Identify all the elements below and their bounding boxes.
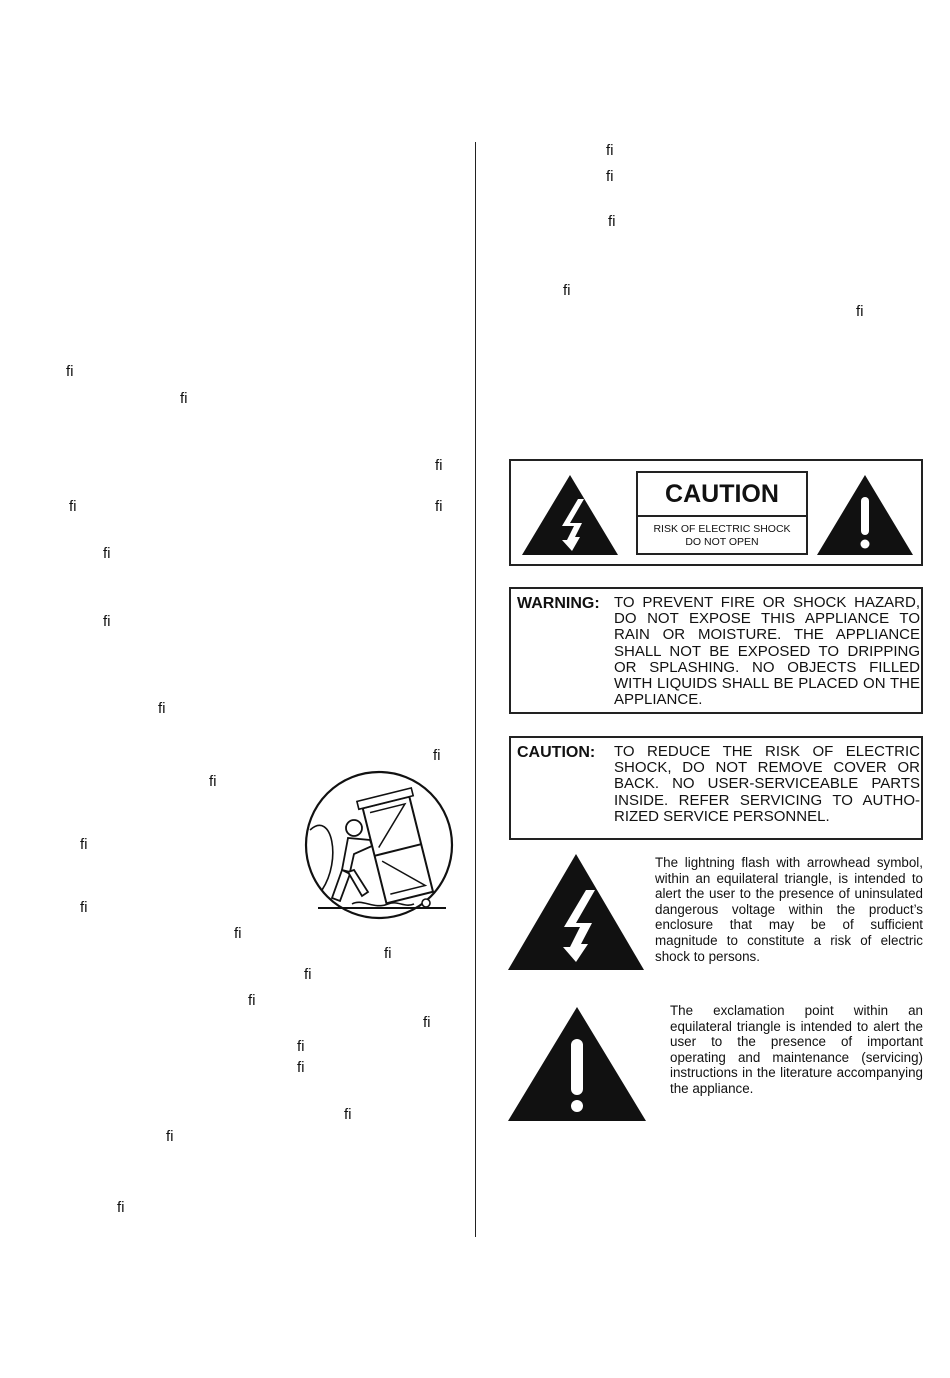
ligature-glyph: ﬁ bbox=[297, 1059, 305, 1076]
ligature-glyph: ﬁ bbox=[103, 613, 111, 630]
exclamation-triangle-icon bbox=[815, 473, 915, 557]
caution-label-box bbox=[636, 471, 808, 555]
warning-label: WARNING: bbox=[517, 595, 600, 612]
ligature-glyph: ﬁ bbox=[563, 282, 571, 299]
exclamation-explanation: The exclamation point within an equilateral triangle is intended to alert the user to the presence of important operating and maintenance (servicing) instructions in the literature accompanying the appliance. bbox=[670, 1003, 923, 1096]
ligature-glyph: ﬁ bbox=[103, 545, 111, 562]
ligature-glyph: ﬁ bbox=[158, 700, 166, 717]
ligature-glyph: ﬁ bbox=[606, 168, 614, 185]
ligature-glyph: ﬁ bbox=[180, 390, 188, 407]
ligature-glyph: ﬁ bbox=[856, 303, 864, 320]
caution-rule bbox=[638, 515, 806, 517]
ligature-glyph: ﬁ bbox=[435, 498, 443, 515]
ligature-glyph: ﬁ bbox=[433, 747, 441, 764]
ligature-glyph: ﬁ bbox=[384, 945, 392, 962]
exclamation-symbol-icon bbox=[506, 1005, 648, 1123]
caution-subtitle-line1: RISK OF ELECTRIC SHOCK bbox=[653, 523, 791, 535]
ligature-glyph: ﬁ bbox=[234, 925, 242, 942]
lightning-triangle-icon bbox=[520, 473, 620, 557]
ligature-glyph: ﬁ bbox=[80, 836, 88, 853]
ligature-glyph: ﬁ bbox=[209, 773, 217, 790]
caution-box bbox=[509, 736, 923, 840]
caution-symbol-box bbox=[509, 459, 923, 566]
ligature-glyph: ﬁ bbox=[69, 498, 77, 515]
ligature-glyph: ﬁ bbox=[297, 1038, 305, 1055]
warning-text: TO PREVENT FIRE OR SHOCK HAZARD, DO NOT EXPOSE THIS APPLIANCE TO RAIN OR MOISTURE. THE APPLIANCE SHALL NOT BE EXPOSED TO DRIPPING OR SPLASHING. NO OBJECTS FILLED WITH LIQUIDS SHALL BE PLACED ON THE APPLIANCE. bbox=[614, 594, 920, 709]
ligature-glyph: ﬁ bbox=[66, 363, 74, 380]
lightning-explanation: The lightning flash with arrowhead symbol, within an equilateral triangle, is intended to alert the user to the presence of uninsulated dangerous voltage within the product’s enclosure that may be of sufficient magnitude to constitute a risk of electric shock to persons. bbox=[655, 855, 923, 964]
ligature-glyph: ﬁ bbox=[423, 1014, 431, 1031]
ligature-glyph: ﬁ bbox=[166, 1128, 174, 1145]
lightning-symbol-icon bbox=[506, 852, 646, 972]
ligature-glyph: ﬁ bbox=[435, 457, 443, 474]
ligature-glyph: ﬁ bbox=[248, 992, 256, 1009]
ligature-glyph: ﬁ bbox=[608, 213, 616, 230]
ligature-glyph: ﬁ bbox=[344, 1106, 352, 1123]
warning-box bbox=[509, 587, 923, 714]
ligature-glyph: ﬁ bbox=[606, 142, 614, 159]
cart-tip-over-warning-icon bbox=[302, 770, 458, 920]
ligature-glyph: ﬁ bbox=[80, 899, 88, 916]
caution-subtitle-line2: DO NOT OPEN bbox=[685, 536, 759, 548]
ligature-glyph: ﬁ bbox=[117, 1199, 125, 1216]
caution-label: CAUTION: bbox=[517, 744, 596, 761]
column-divider bbox=[475, 142, 476, 1237]
ligature-glyph: ﬁ bbox=[304, 966, 312, 983]
caution-title: CAUTION bbox=[665, 480, 779, 508]
caution-text: TO REDUCE THE RISK OF ELECTRIC SHOCK, DO NOT REMOVE COVER OR BACK. NO USER-SERVICEABLE PARTS INSIDE. REFER SERVICING TO AUTHORIZED SERVICE PERSONNEL. bbox=[614, 743, 920, 825]
